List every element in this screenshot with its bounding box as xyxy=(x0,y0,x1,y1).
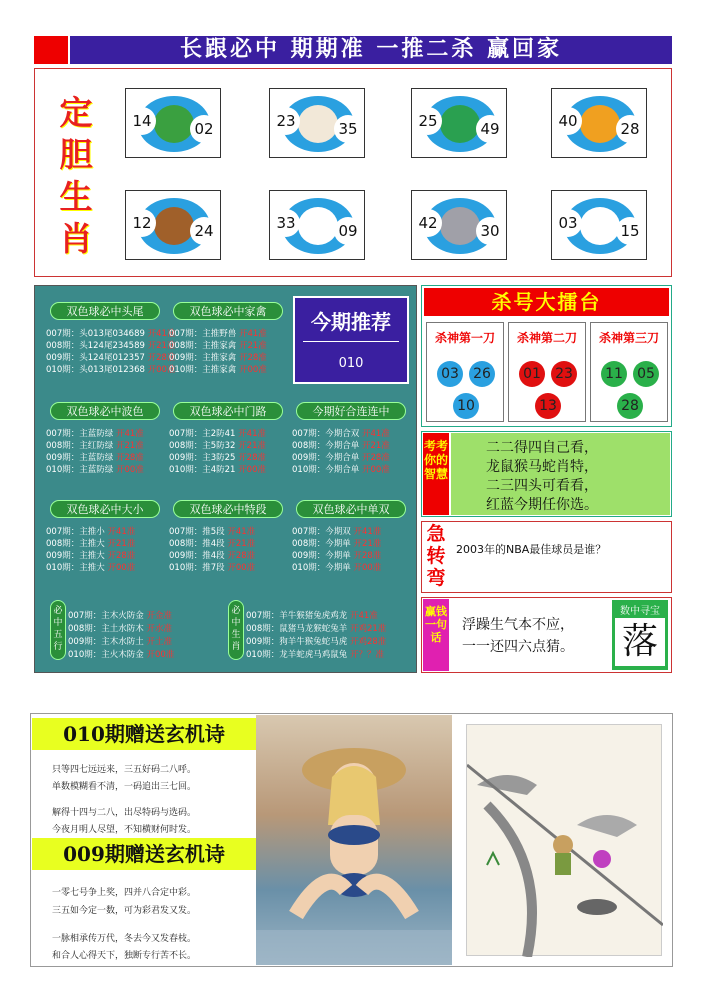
poem-line: 解得十四与二八，出尽特码与选码。 xyxy=(52,808,197,818)
brain-teaser-panel xyxy=(421,521,672,593)
wisdom-label: 考考你的智慧 xyxy=(423,433,449,515)
line-text: 009期：狗羊牛猴兔蛇马虎 xyxy=(246,637,348,647)
line-result: 开21准 xyxy=(107,539,136,549)
line-text: 010期：今期单 xyxy=(292,563,351,573)
win-phrase-line: 一一还四六点猜。 xyxy=(462,639,574,655)
line-text: 007期：羊牛猴猪兔虎鸡龙 xyxy=(246,611,348,621)
kill-knife xyxy=(508,322,586,422)
rabbit-icon xyxy=(580,207,620,245)
title-char: 生 xyxy=(59,177,93,216)
group-line xyxy=(292,428,390,440)
snake-icon xyxy=(440,105,480,143)
line-result: 开土准 xyxy=(146,637,172,647)
treasure-char: 落 xyxy=(615,618,665,666)
group-line xyxy=(169,526,255,538)
line-result: 开28准 xyxy=(107,551,136,561)
line-text: 008期：主土水防木 xyxy=(68,624,144,634)
zodiac-number: 40 xyxy=(554,107,582,135)
shengxiao-line xyxy=(246,636,386,648)
line-text: 010期：主火木防金 xyxy=(68,650,144,660)
line-result: 开41准 xyxy=(361,429,390,439)
group-line xyxy=(169,428,266,440)
group-line xyxy=(292,538,381,550)
poem-line: 今夜月明人尽望，不知横财何时发。 xyxy=(52,825,197,835)
line-text: 007期：主蓝防绿 xyxy=(46,429,114,439)
zodiac-card xyxy=(551,88,647,158)
line-result: 开21准 xyxy=(238,441,266,451)
group-title: 双色球必中门路 xyxy=(173,402,283,420)
line-text: 008期：主红防绿 xyxy=(46,441,114,451)
line-text: 009期：主推大 xyxy=(46,551,105,561)
wuxing-label: 必中五行 xyxy=(50,600,66,660)
line-text: 010期：主推大 xyxy=(46,563,105,573)
line-text: 010期：今期合单 xyxy=(292,465,360,475)
zodiac-number: 24 xyxy=(190,217,218,245)
line-text: 007期：今期双 xyxy=(292,527,351,537)
group-line xyxy=(169,352,267,364)
group-line xyxy=(169,562,255,574)
line-result: 开00准 xyxy=(361,465,390,475)
zodiac-number: 42 xyxy=(414,209,442,237)
zodiac-number: 35 xyxy=(334,115,362,143)
group-line xyxy=(46,538,135,550)
group-line xyxy=(292,452,390,464)
ox-icon xyxy=(154,207,194,245)
line-result: 开41准 xyxy=(107,527,136,537)
line-result: 开41准 xyxy=(238,429,266,439)
title-char: 胆 xyxy=(59,135,93,174)
model-photo xyxy=(256,715,452,965)
zodiac-card xyxy=(269,88,365,158)
line-text: 009期：头124尾012357 xyxy=(46,353,145,363)
line-result: 开金准 xyxy=(146,611,172,621)
line-result: 开41准 xyxy=(115,429,144,439)
wuxing-line xyxy=(68,636,172,648)
zodiac-number: 09 xyxy=(334,217,362,245)
line-result: 开41准 xyxy=(353,527,382,537)
line-text: 009期：推4段 xyxy=(169,551,225,561)
wisdom-line: 龙鼠猴马蛇肖特， xyxy=(486,459,598,475)
zodiac-card xyxy=(411,88,507,158)
line-text: 007期：主推野兽 xyxy=(169,329,237,339)
group-line xyxy=(169,550,255,562)
page-header-title: 长跟必中 期期准 一推二杀 赢回家 xyxy=(70,36,672,64)
group-title: 双色球必中家禽 xyxy=(173,302,283,320)
group-line xyxy=(46,328,175,340)
arena-title: 杀号大擂台 xyxy=(424,288,669,316)
brain-teaser-question: 2003年的NBA最佳球员是谁？ xyxy=(456,543,607,556)
line-result: 开21准 xyxy=(227,539,256,549)
wuxing-line xyxy=(68,610,172,622)
line-text: 010期：头013尾012368 xyxy=(46,365,145,375)
line-text: 009期：主3防25 xyxy=(169,453,236,463)
zodiac-number: 49 xyxy=(476,115,504,143)
number-ball: 11 xyxy=(601,361,627,387)
line-result: 开21准 xyxy=(147,341,176,351)
group-line xyxy=(169,464,266,476)
line-result: 开00准 xyxy=(115,465,144,475)
zodiac-number: 30 xyxy=(476,217,504,245)
line-text: 010期：主蓝防绿 xyxy=(46,465,114,475)
group-line xyxy=(292,550,381,562)
line-result: 开21准 xyxy=(353,539,382,549)
group-line xyxy=(169,440,266,452)
line-text: 008期：今期单 xyxy=(292,539,351,549)
sketch-scene-icon xyxy=(466,724,662,956)
line-result: 开水准 xyxy=(146,624,172,634)
group-line xyxy=(46,464,144,476)
group-title: 双色球必中特段 xyxy=(173,500,283,518)
group-title: 双色球必中头尾 xyxy=(50,302,160,320)
sheep-icon xyxy=(298,105,338,143)
line-text: 009期：主木水防土 xyxy=(68,637,144,647)
zodiac-card xyxy=(411,190,507,260)
recommend-value: 010 xyxy=(338,356,364,371)
poem-line: 单数模糊看不清，一码追出三七回。 xyxy=(52,782,197,792)
poem-title: 010期赠送玄机诗 xyxy=(32,718,256,750)
rooster-icon xyxy=(298,207,338,245)
line-result: 开00准 xyxy=(147,365,176,375)
zodiac-card xyxy=(125,190,221,260)
line-result: 开28准 xyxy=(238,453,266,463)
zodiac-number: 03 xyxy=(554,209,582,237)
poem-line: 只等四七远远来，三五好码二八呼。 xyxy=(52,765,197,775)
line-result: 开28准 xyxy=(147,353,176,363)
group-line xyxy=(169,538,255,550)
wisdom-line: 红蓝今期任你选。 xyxy=(486,497,598,513)
line-text: 008期：主推家禽 xyxy=(169,341,237,351)
line-result: 开28准 xyxy=(227,551,256,561)
title-char: 定 xyxy=(59,93,93,132)
title-char: 肖 xyxy=(59,219,93,258)
line-text: 007期：主木火防金 xyxy=(68,611,144,621)
header-accent xyxy=(34,36,68,64)
group-line xyxy=(46,440,144,452)
group-line xyxy=(292,562,381,574)
group-title: 双色球必中大小 xyxy=(50,500,160,518)
zodiac-number: 25 xyxy=(414,107,442,135)
group-title: 双色球必中波色 xyxy=(50,402,160,420)
group-line xyxy=(46,526,135,538)
line-result: 开28准 xyxy=(353,551,382,561)
group-line xyxy=(46,452,144,464)
brain-teaser-label: 急转弯 xyxy=(423,523,449,591)
knife-title: 杀神第二刀 xyxy=(516,331,577,345)
line-text: 010期：主推家禽 xyxy=(169,365,237,375)
line-result: 开21准 xyxy=(238,341,267,351)
dragon-icon xyxy=(154,105,194,143)
group-line xyxy=(292,526,381,538)
line-text: 008期：主5防32 xyxy=(169,441,236,451)
kill-knife xyxy=(426,322,504,422)
number-ball: 23 xyxy=(551,361,577,387)
line-result: 开鸡21准 xyxy=(349,624,387,634)
line-result: 开28准 xyxy=(361,453,390,463)
line-text: 009期：今期合单 xyxy=(292,453,360,463)
group-line xyxy=(46,352,175,364)
line-text: 008期：主推大 xyxy=(46,539,105,549)
line-text: 007期：主2防41 xyxy=(169,429,236,439)
poem-line: 一脉相承传万代，冬去今又发春枝。 xyxy=(52,934,197,944)
wuxing-line xyxy=(68,623,172,635)
treasure-title: 数中寻宝 xyxy=(620,606,660,617)
number-ball: 10 xyxy=(453,393,479,419)
shengxiao-line xyxy=(246,623,386,635)
kill-knife xyxy=(590,322,668,422)
zodiac-panel-title xyxy=(56,92,96,260)
wisdom-line: 二二得四自己看， xyxy=(486,440,598,456)
line-result: 开鸡28准 xyxy=(349,637,387,647)
recommend-box xyxy=(293,296,409,384)
line-text: 007期：今期合双 xyxy=(292,429,360,439)
poem-title: 009期赠送玄机诗 xyxy=(32,838,256,870)
line-text: 010期：推7段 xyxy=(169,563,225,573)
zodiac-number: 15 xyxy=(616,217,644,245)
group-line xyxy=(169,364,267,376)
line-text: 008期：推4段 xyxy=(169,539,225,549)
line-result: 开21准 xyxy=(361,441,390,451)
group-line xyxy=(292,440,390,452)
line-text: 008期：鼠猪马龙猴蛇兔羊 xyxy=(246,624,348,634)
number-ball: 13 xyxy=(535,393,561,419)
shengxiao-line xyxy=(246,649,384,661)
zodiac-number: 23 xyxy=(272,107,300,135)
line-text: 008期：今期合单 xyxy=(292,441,360,451)
poem-line: 三五如今定一数，可为彩君发又发。 xyxy=(52,906,197,916)
line-result: 开00准 xyxy=(238,365,267,375)
group-line xyxy=(169,340,267,352)
group-line xyxy=(292,464,390,476)
poem-line: 一零七号争上奖，四并八合定中彩。 xyxy=(52,888,197,898)
line-result: 开21准 xyxy=(115,441,144,451)
line-result: 开00准 xyxy=(107,563,136,573)
group-title: 双色球必中单双 xyxy=(296,500,406,518)
line-text: 009期：主推家禽 xyxy=(169,353,237,363)
win-phrase-label: 赢钱一句话 xyxy=(423,599,449,671)
tiger-icon xyxy=(580,105,620,143)
line-result: 开28准 xyxy=(115,453,144,463)
zodiac-number: 02 xyxy=(190,115,218,143)
shengxiao-label: 必中生肖 xyxy=(228,600,244,660)
line-text: 010期：主4防21 xyxy=(169,465,236,475)
zodiac-card xyxy=(551,190,647,260)
line-result: 开41准 xyxy=(349,611,378,621)
line-result: 开41准 xyxy=(227,527,256,537)
group-line xyxy=(46,428,144,440)
group-line xyxy=(169,452,266,464)
line-text: 009期：今期单 xyxy=(292,551,351,561)
wisdom-line: 二三四头可看看， xyxy=(486,478,598,494)
line-text: 010期：龙羊蛇虎马鸡鼠兔 xyxy=(246,650,348,660)
zodiac-number: 28 xyxy=(616,115,644,143)
number-ball: 05 xyxy=(633,361,659,387)
zodiac-number: 14 xyxy=(128,107,156,135)
group-line xyxy=(46,550,135,562)
knife-title: 杀神第三刀 xyxy=(598,331,659,345)
number-ball: 03 xyxy=(437,361,463,387)
zodiac-card xyxy=(269,190,365,260)
line-text: 007期：头013尾034689 xyxy=(46,329,145,339)
line-text: 009期：主蓝防绿 xyxy=(46,453,114,463)
wuxing-line xyxy=(68,649,174,661)
line-result: 开41准 xyxy=(147,329,176,339)
number-ball: 26 xyxy=(469,361,495,387)
line-result: 开00准 xyxy=(227,563,256,573)
number-ball: 28 xyxy=(617,393,643,419)
line-result: 开00准 xyxy=(353,563,382,573)
knife-title: 杀神第一刀 xyxy=(434,331,495,345)
line-text: 008期：头124尾234589 xyxy=(46,341,145,351)
number-ball: 01 xyxy=(519,361,545,387)
zodiac-number: 12 xyxy=(128,209,156,237)
zodiac-number: 33 xyxy=(272,209,300,237)
group-line xyxy=(46,364,175,376)
line-text: 007期：主推小 xyxy=(46,527,105,537)
win-phrase-line: 浮躁生气本不应， xyxy=(462,617,574,633)
recommend-title: 今期推荐 xyxy=(311,310,391,334)
rat-icon xyxy=(440,207,480,245)
group-line xyxy=(169,328,267,340)
line-text: 007期：推5段 xyxy=(169,527,225,537)
group-line xyxy=(46,562,135,574)
line-result: 开41准 xyxy=(238,329,267,339)
shengxiao-line xyxy=(246,610,378,622)
group-title: 今期好合连连中 xyxy=(296,402,406,420)
line-result: 开00准 xyxy=(146,650,175,660)
group-line xyxy=(46,340,175,352)
zodiac-card xyxy=(125,88,221,158)
line-result: 开？？准 xyxy=(349,650,384,660)
line-result: 开28准 xyxy=(238,353,267,363)
line-result: 开00准 xyxy=(238,465,266,475)
poem-line: 和合人心得天下，独断专行苦不长。 xyxy=(52,951,197,961)
